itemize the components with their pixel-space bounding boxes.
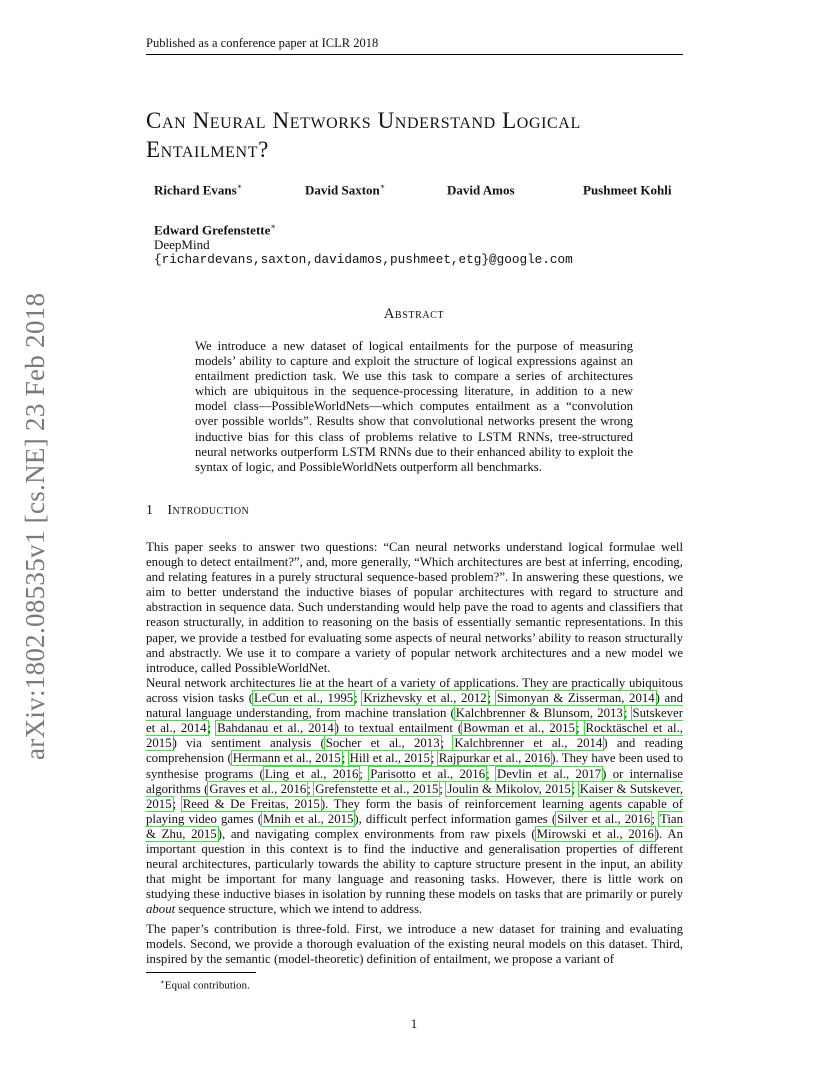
citation-link[interactable]: Bahdanau et al., 2014 [217,721,334,736]
author-1: Richard Evans∗ [154,182,243,198]
header-rule [146,54,683,55]
author-emails: {richardevans,saxton,davidamos,pushmeet,etg}@google.com [154,252,573,267]
citation-link[interactable]: Krizhevsky et al., 2012 [363,691,487,706]
intro-paragraph-2: Neural network architectures lie at the heart of a variety of applications. They are practically ubiquitous across vision tasks (LeCun et al., 1995; Krizhevsky et al., 2012; Simonyan & Zisserman, 2014) and natural language understanding, from machine translation (Kalchbrenner & Blunsom, 2013; Sutskever et al., 2014; Bahdanau et al., 2014) to textual entailment (Bowman et al., 2015; Rocktäschel et al., 2015) via sentiment analysis (Socher et al., 2013; Kalchbrenner et al., 2014) and reading comprehension (Hermann et al., 2015; Hill et al., 2015; Rajpurkar et al., 2016). They have been used to synthesise programs (Ling et al., 2016; Parisotto et al., 2016; Devlin et al., 2017) or internalise algorithms (Graves et al., 2016; Grefenstette et al., 2015; Joulin & Mikolov, 2015; Kaiser & Sutskever, 2015; Reed & De Freitas, 2015). They form the basis of reinforcement learning agents capable of playing video games (Mnih et al., 2015), difficult perfect information games (Silver et al., 2016; Tian & Zhu, 2015), and navigating complex environments from raw pixels (Mirowski et al., 2016). An important question in this context is to find the inductive and generalisation properties of different neural architectures, particularly towards the ability to capture structure present in the input, an ability that might be important for many language and reasoning tasks. However, there is little work on studying these inductive biases in isolation by running these models on tasks that are primarily or purely about sequence structure, which we intend to address. [146,676,684,917]
citation-link[interactable]: Devlin et al., 2017 [496,766,602,781]
author-2: David Saxton∗ [305,182,386,198]
citation-link[interactable]: Grefenstette et al., 2015 [315,781,439,796]
citation-link[interactable]: Rocktäschel et al., 2015 [146,721,683,751]
citation-link[interactable]: Simonyan & Zisserman, 2014 [496,691,655,706]
footnote-rule [146,972,256,973]
citation-link[interactable]: Hermann et al., 2015 [232,751,341,766]
citation-link[interactable]: Graves et al., 2016 [209,781,307,796]
abstract-text: We introduce a new dataset of logical entailments for the purpose of measuring models’ ability to capture and exploit the structure of logical expressions against an entailment prediction task. We use this task to compare a series of architectures which are ubiquitous in the sequence-processing literature, in addition to a new model class—PossibleWorldNets—which computes entailment as a “convolution over possible worlds”. Results show that convolutional networks present the wrong inductive bias for this class of problems relative to LSTM RNNs, tree-structured neural networks outperform LSTM RNNs due to their enhanced ability to exploit the syntax of logic, and PossibleWorldNets outperform all benchmarks. [195,339,633,474]
citation-link[interactable]: Rajpurkar et al., 2016 [438,751,551,766]
citation-link[interactable]: Bowman et al., 2015 [463,721,575,736]
author-3: David Amos [447,182,515,198]
citation-link[interactable]: Mnih et al., 2015 [262,811,354,826]
citation-link[interactable]: Kalchbrenner et al., 2014 [454,736,603,751]
paper-title: Can Neural Networks Understand Logical Entailment? [146,108,581,162]
citation-link[interactable]: Reed & De Freitas, 2015 [182,796,320,811]
abstract-heading: Abstract [383,306,445,322]
section-number: 1 [146,503,154,518]
arxiv-stamp: arXiv:1802.08535v1 [cs.NE] 23 Feb 2018 [20,292,50,760]
citation-link[interactable]: Mirowski et al., 2016 [536,826,654,841]
author-4: Pushmeet Kohli [583,182,672,198]
affiliation: DeepMind [154,237,210,252]
section-title: Introduction [167,503,250,518]
citation-link[interactable]: Sutskever et al., 2014 [146,706,683,736]
page-number: 1 [410,1016,418,1031]
citation-link[interactable]: Socher et al., 2013 [325,736,440,751]
footnote: ∗Equal contribution. [160,978,250,992]
citation-link[interactable]: LeCun et al., 1995 [253,691,354,706]
author-5: Edward Grefenstette∗ [154,222,276,238]
citation-link[interactable]: Ling et al., 2016 [264,766,359,781]
citation-link[interactable]: Hill et al., 2015 [349,751,430,766]
citation-link[interactable]: Parisotto et al., 2016 [370,766,486,781]
section-heading [146,503,249,519]
citation-link[interactable]: Silver et al., 2016 [557,811,651,826]
intro-paragraph-1: This paper seeks to answer two questions: “Can neural networks understand logical formulae well enough to detect entailment?”, and, more generally, “Which architectures are best at inferring, encoding, and relating features in a purely structural sequence-based problem?”. In answering these questions, we aim to better understand the inductive biases of popular architectures with regard to structure and abstraction in sequence data. Such understanding would help pave the road to agents and classifiers that reason structurally, in addition to reasoning on the basis of essentially semantic representations. In this paper, we provide a testbed for evaluating some aspects of neural networks’ ability to reason structurally and abstractly. We use it to compare a variety of popular network architectures and a new model we introduce, called PossibleWorldNet. [146,540,683,675]
intro-paragraph-3: The paper’s contribution is three-fold. First, we introduce a new dataset for training and evaluating models. Second, we provide a thorough evaluation of the existing neural models on this dataset. Third, inspired by the semantic (model-theoretic) definition of entailment, we propose a variant of [146,922,683,967]
citation-link[interactable]: Tian & Zhu, 2015 [146,811,683,841]
citation-link[interactable]: Kalchbrenner & Blunsom, 2013 [455,706,623,721]
running-header: Published as a conference paper at ICLR 2018 [146,36,379,50]
citation-link[interactable]: Kaiser & Sutskever, 2015 [146,781,684,811]
citation-link[interactable]: Joulin & Mikolov, 2015 [447,781,571,796]
